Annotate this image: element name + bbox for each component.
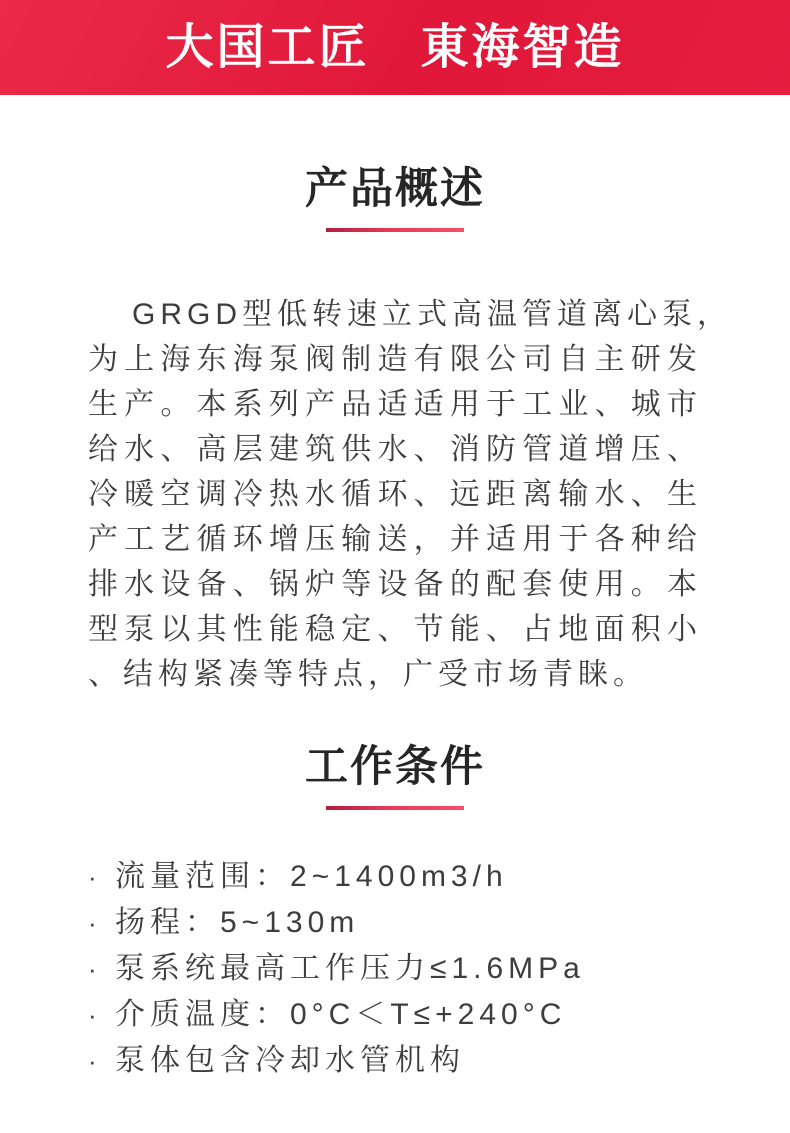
list-item: [88, 900, 728, 946]
paragraph-line: 冷暖空调冷热水循环、远距离输水、生: [88, 478, 702, 511]
title-underline: [326, 806, 464, 810]
list-item-text: 介质温度：0°C＜T≤+240°C: [115, 998, 567, 1031]
bullet-icon: ·: [88, 1046, 97, 1076]
list-item: [88, 992, 728, 1038]
list-item-text: 泵体包含冷却水管机构: [115, 1044, 465, 1077]
title-underline: [326, 228, 464, 232]
overview-paragraph: [88, 292, 732, 697]
paragraph-line: 产工艺循环增压输送，并适用于各种给: [88, 523, 702, 556]
paragraph-line: 排水设备、锅炉等设备的配套使用。本: [88, 568, 702, 601]
bullet-icon: ·: [88, 954, 97, 984]
list-item: [88, 946, 728, 992]
bullet-icon: ·: [88, 862, 97, 892]
paragraph-line: 给水、高层建筑供水、消防管道增压、: [88, 433, 702, 466]
overview-section-title: 产品概述: [305, 165, 485, 213]
list-item-text: 流量范围：2~1400m3/h: [115, 860, 508, 893]
paragraph-line: GRGD型低转速立式高温管道离心泵，: [132, 298, 732, 331]
conditions-section-title: 工作条件: [305, 743, 485, 791]
list-item: [88, 854, 728, 900]
conditions-section: [0, 697, 790, 1084]
conditions-list: [88, 854, 728, 1084]
paragraph-line: 为上海东海泵阀制造有限公司自主研发: [88, 343, 702, 376]
header-banner: [0, 0, 790, 95]
list-item-text: 泵系统最高工作压力≤1.6MPa: [115, 952, 585, 985]
paragraph-line: 、结构紧凑等特点，广受市场青睐。: [88, 658, 648, 691]
banner-title: 大国工匠 東海智造: [165, 20, 625, 74]
overview-section: [0, 95, 790, 697]
bullet-icon: ·: [88, 1000, 97, 1030]
bullet-icon: ·: [88, 908, 97, 938]
list-item: [88, 1038, 728, 1084]
paragraph-line: 型泵以其性能稳定、节能、占地面积小: [88, 613, 702, 646]
paragraph-line: 生产。本系列产品适适用于工业、城市: [88, 388, 702, 421]
list-item-text: 扬程：5~130m: [115, 906, 360, 939]
